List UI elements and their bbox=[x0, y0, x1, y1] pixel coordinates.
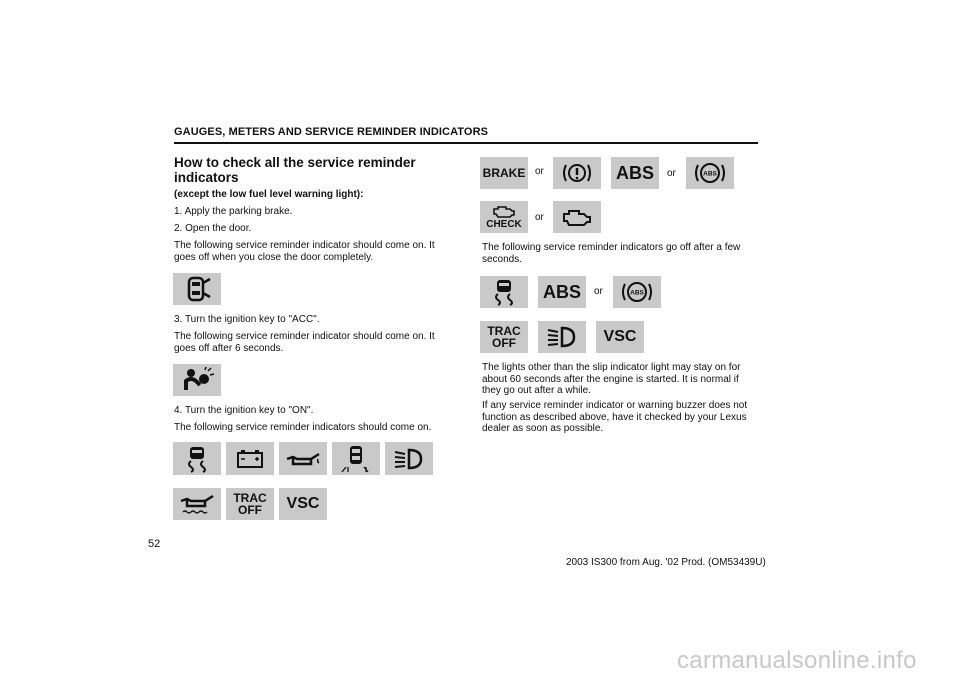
vsc-icon: VSC bbox=[279, 488, 327, 520]
paragraph-acc: The following service reminder indicator should come on. It goes off after 6 seconds. bbox=[174, 331, 435, 354]
paragraph-on: The following service reminder indicators should come on. bbox=[174, 422, 432, 433]
page-number: 52 bbox=[148, 538, 161, 550]
or-label: or bbox=[535, 212, 544, 223]
seatbelt-door-icon bbox=[332, 442, 380, 475]
abs-icon: ABS bbox=[538, 276, 586, 308]
trac-off-icon bbox=[480, 321, 528, 353]
battery-icon bbox=[226, 442, 274, 475]
abs-small-label: ABS bbox=[630, 289, 644, 297]
check-label: CHECK bbox=[486, 218, 522, 230]
door-open-icon bbox=[173, 273, 221, 305]
trac-off-icon bbox=[226, 488, 274, 520]
brake-icon: BRAKE bbox=[480, 157, 528, 189]
engine-icon bbox=[553, 201, 601, 233]
slip-indicator-icon bbox=[173, 442, 221, 475]
publication-info: 2003 IS300 from Aug. '02 Prod. (OM53439U) bbox=[566, 557, 766, 568]
paragraph-go-off: The following service reminder indicators go off after a few seconds. bbox=[482, 242, 741, 265]
or-label: or bbox=[535, 166, 544, 177]
step-1: 1. Apply the parking brake. bbox=[174, 206, 293, 217]
abs-circle-icon bbox=[686, 157, 734, 189]
subheading: (except the low fuel level warning light): bbox=[174, 189, 364, 200]
section-title: GAUGES, METERS AND SERVICE REMINDER INDICATORS bbox=[174, 126, 489, 138]
section-heading: How to check all the service reminder indicators bbox=[174, 155, 416, 185]
abs-icon: ABS bbox=[611, 157, 659, 189]
step-2: 2. Open the door. bbox=[174, 223, 252, 234]
headlight-icon bbox=[538, 321, 586, 353]
paragraph-door: The following service reminder indicator should come on. It goes off when you close the door completely. bbox=[174, 240, 435, 263]
off-label: OFF bbox=[238, 503, 262, 517]
paragraph-dealer: If any service reminder indicator or warning buzzer does not function as described above, have it checked by your Lexus dealer as soon as possible. bbox=[482, 400, 748, 434]
slip-indicator-icon bbox=[480, 276, 528, 308]
watermark: carmanualsonline.info bbox=[677, 647, 917, 674]
headlight-icon bbox=[385, 442, 433, 475]
off-label: OFF bbox=[492, 336, 516, 350]
header-divider bbox=[174, 142, 758, 144]
abs-small-label: ABS bbox=[703, 170, 717, 178]
trac-label: TRAC bbox=[487, 324, 521, 338]
or-label: or bbox=[667, 168, 676, 179]
abs-circle-icon bbox=[613, 276, 661, 308]
oil-pressure-icon bbox=[279, 442, 327, 475]
vsc-icon: VSC bbox=[596, 321, 644, 353]
or-label: or bbox=[594, 286, 603, 297]
step-4: 4. Turn the ignition key to "ON". bbox=[174, 405, 314, 416]
airbag-icon bbox=[173, 364, 221, 396]
oil-level-icon bbox=[173, 488, 221, 520]
step-3: 3. Turn the ignition key to "ACC". bbox=[174, 314, 320, 325]
check-engine-icon bbox=[480, 201, 528, 233]
brake-warning-icon bbox=[553, 157, 601, 189]
paragraph-60-seconds: The lights other than the slip indicator light may stay on for about 60 seconds after the engine is started. It is normal if they go out after a while. bbox=[482, 362, 741, 396]
trac-label: TRAC bbox=[233, 491, 267, 505]
